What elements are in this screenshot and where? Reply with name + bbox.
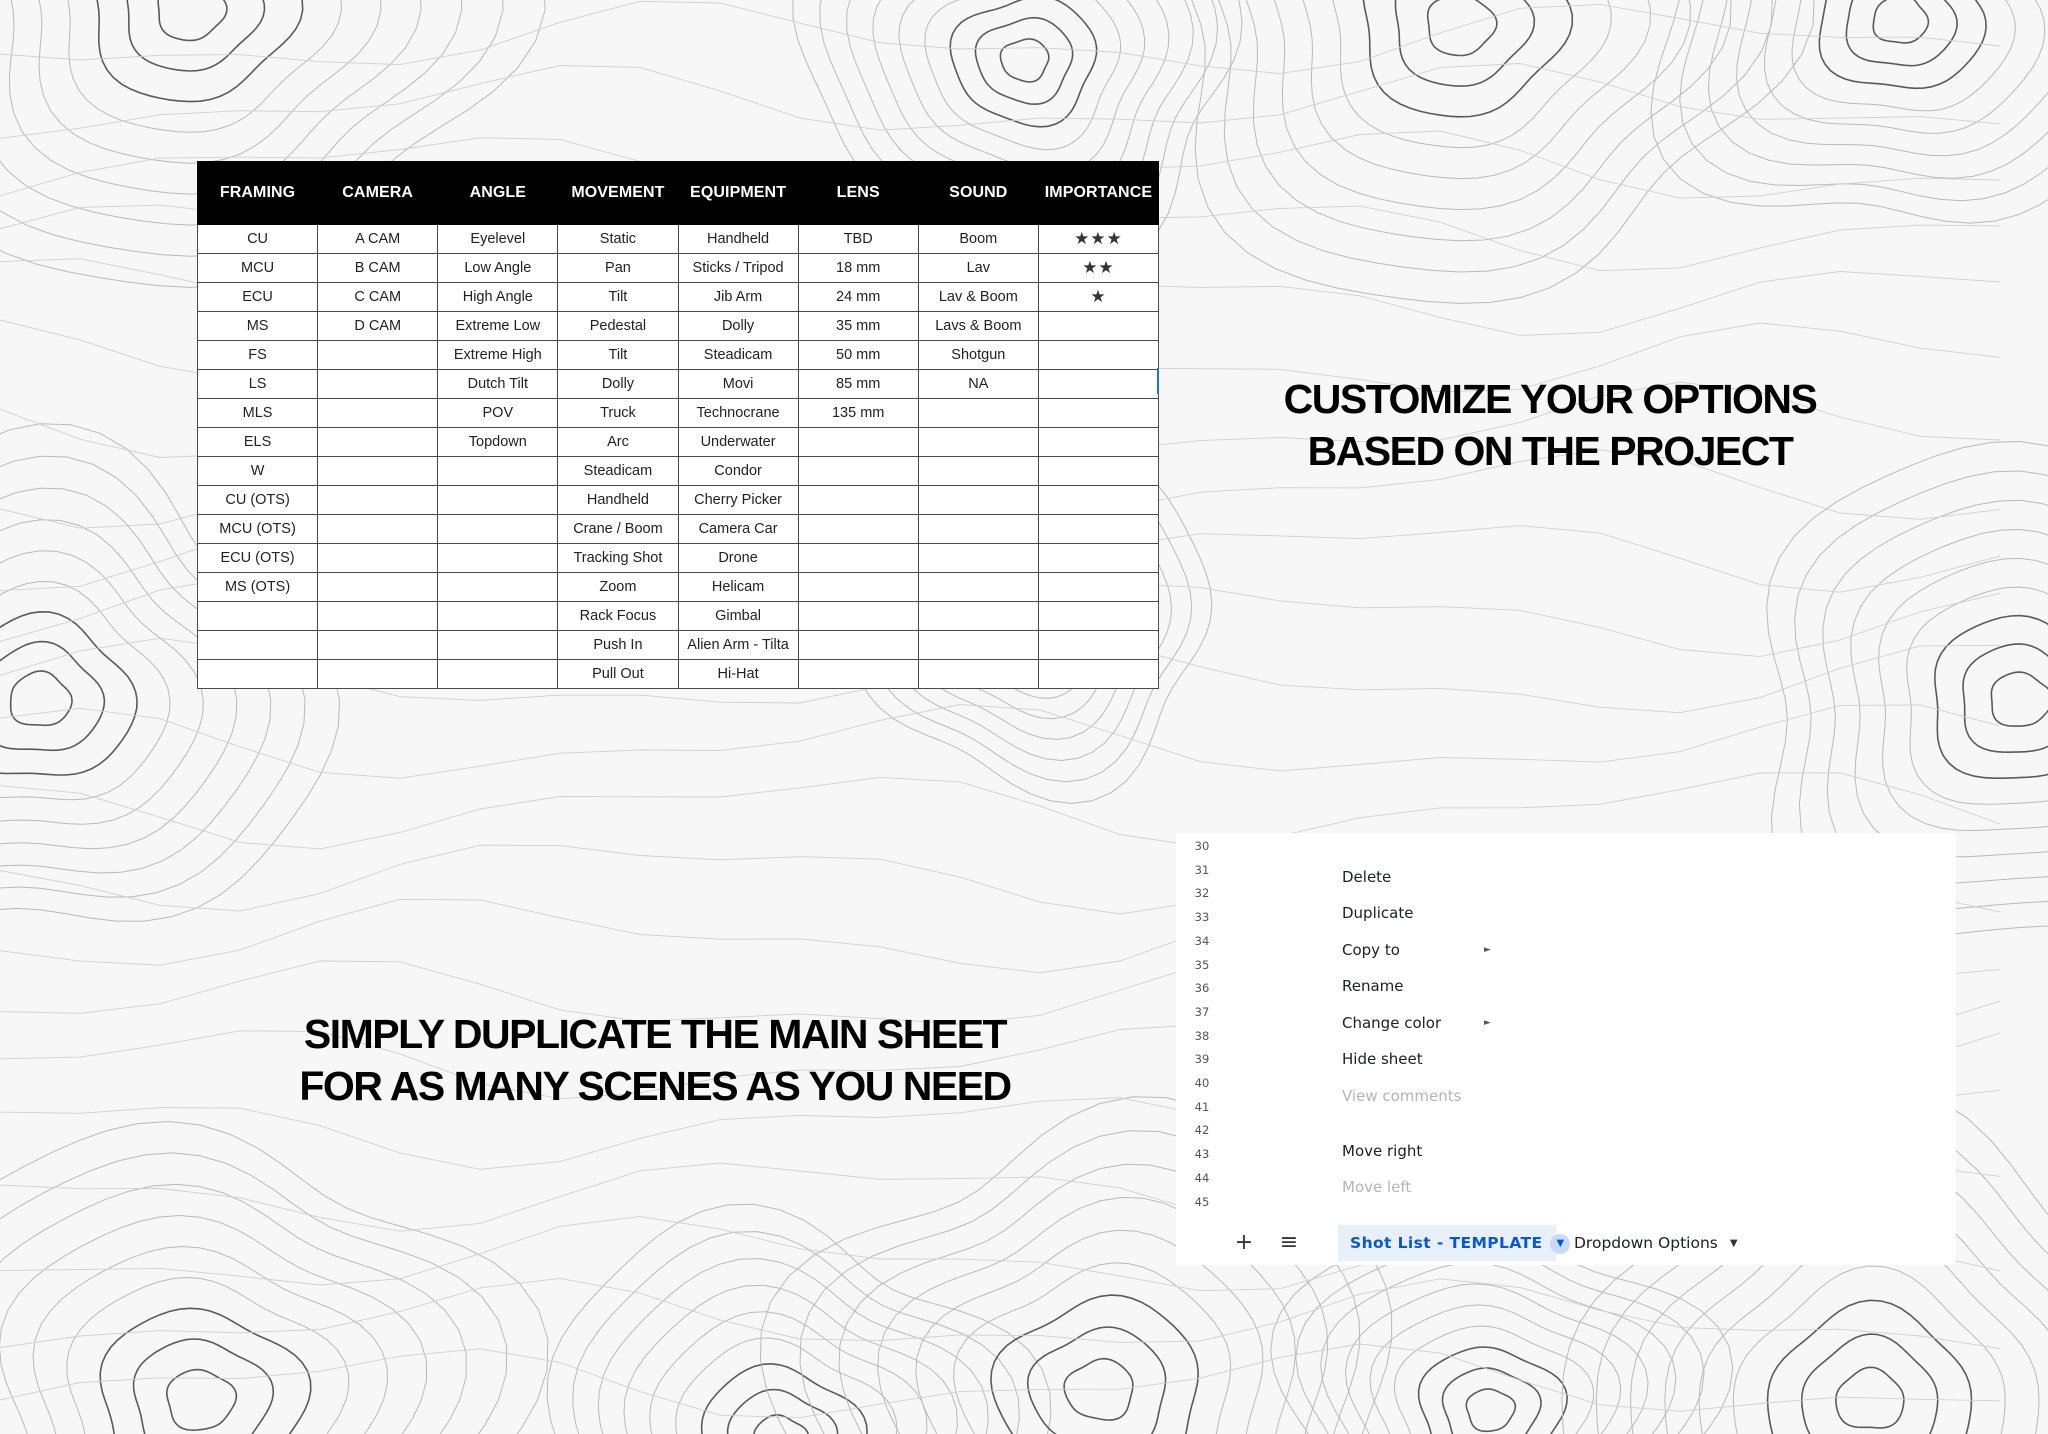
table-cell[interactable]: Pan (558, 254, 678, 283)
table-cell[interactable] (1038, 457, 1158, 486)
headline-line: SIMPLY DUPLICATE THE MAIN SHEET (303, 1011, 1007, 1057)
table-cell[interactable]: Jib Arm (678, 283, 798, 312)
table-cell[interactable]: Movi (678, 370, 798, 399)
table-cell[interactable]: MS (198, 312, 318, 341)
table-cell[interactable]: Camera Car (678, 515, 798, 544)
row-number[interactable]: 34 (1194, 933, 1210, 948)
table-row (198, 225, 1159, 254)
row-number[interactable]: 32 (1194, 886, 1210, 901)
table-cell[interactable]: Sticks / Tripod (678, 254, 798, 283)
table-cell[interactable]: Static (558, 225, 678, 254)
table-cell[interactable]: LS (198, 370, 318, 399)
table-cell[interactable]: ECU (OTS) (198, 544, 318, 573)
table-cell[interactable] (1038, 631, 1158, 660)
table-body (198, 225, 1159, 689)
table-cell[interactable] (438, 660, 558, 689)
menu-item-change-color[interactable] (1342, 1011, 1502, 1035)
row-number[interactable]: 40 (1194, 1076, 1210, 1090)
table-cell[interactable]: ★★★ (1038, 225, 1158, 254)
table-cell[interactable] (798, 457, 918, 486)
tab-dropdown-options[interactable] (1564, 1225, 1754, 1261)
table-cell[interactable]: Pull Out (558, 660, 678, 689)
table-cell[interactable] (918, 602, 1038, 631)
menu-item-label: Move left (1342, 1178, 1412, 1196)
table-cell[interactable]: High Angle (438, 283, 558, 312)
table-cell[interactable]: Tilt (558, 341, 678, 370)
menu-list-icon: ≡ (1279, 1230, 1299, 1255)
table-cell[interactable]: Tracking Shot (558, 544, 678, 573)
table-cell[interactable] (318, 457, 438, 486)
headline-customize-options (1220, 373, 1880, 477)
table-cell[interactable] (1038, 573, 1158, 602)
table-cell[interactable] (438, 457, 558, 486)
table-cell[interactable]: MCU (198, 254, 318, 283)
table-row (198, 399, 1159, 428)
menu-item-label: Copy to (1342, 941, 1400, 959)
menu-item-hide-sheet[interactable] (1342, 1047, 1502, 1071)
table-cell[interactable]: 135 mm (798, 399, 918, 428)
table-cell[interactable]: Dolly (558, 370, 678, 399)
table-cell[interactable] (1038, 602, 1158, 631)
table-cell[interactable]: Lav & Boom (918, 283, 1038, 312)
menu-item-rename[interactable] (1342, 974, 1502, 998)
table-row (198, 573, 1159, 602)
table-cell[interactable]: 50 mm (798, 341, 918, 370)
tab-shot-list-template[interactable] (1338, 1225, 1565, 1261)
table-cell[interactable] (318, 573, 438, 602)
table-row (198, 486, 1159, 515)
row-number[interactable]: 38 (1194, 1028, 1210, 1043)
table-cell[interactable]: C CAM (318, 283, 438, 312)
table-cell[interactable] (318, 515, 438, 544)
table-cell[interactable] (918, 631, 1038, 660)
cell-selection-marker (1157, 368, 1159, 394)
menu-item-label: Duplicate (1342, 904, 1414, 922)
sheet-tab-bar (1176, 1221, 1956, 1265)
table-cell[interactable] (1038, 660, 1158, 689)
table-cell[interactable] (798, 602, 918, 631)
table-cell[interactable]: A CAM (318, 225, 438, 254)
table-cell[interactable]: Drone (678, 544, 798, 573)
table-cell[interactable]: Steadicam (558, 457, 678, 486)
table-cell[interactable]: ELS (198, 428, 318, 457)
table-row (198, 602, 1159, 631)
table-cell[interactable] (438, 602, 558, 631)
row-number[interactable]: 44 (1194, 1170, 1210, 1185)
table-cell[interactable] (198, 602, 318, 631)
table-cell[interactable]: CU (OTS) (198, 486, 318, 515)
table-cell[interactable] (918, 544, 1038, 573)
table-cell[interactable] (918, 399, 1038, 428)
menu-item-label: Change color (1342, 1014, 1442, 1032)
table-cell[interactable] (318, 428, 438, 457)
table-cell[interactable] (918, 660, 1038, 689)
table-cell[interactable]: Handheld (678, 225, 798, 254)
menu-item-move-right[interactable] (1342, 1139, 1502, 1163)
options-table (197, 161, 1159, 689)
table-cell[interactable] (918, 573, 1038, 602)
table-cell[interactable] (1038, 341, 1158, 370)
table-cell[interactable]: NA (918, 370, 1038, 399)
headline-line: BASED ON THE PROJECT (1307, 428, 1793, 474)
table-cell[interactable] (918, 428, 1038, 457)
table-row (198, 254, 1159, 283)
table-row (198, 515, 1159, 544)
table-cell[interactable] (918, 515, 1038, 544)
table-row (198, 660, 1159, 689)
table-cell[interactable] (798, 428, 918, 457)
table-cell[interactable] (918, 457, 1038, 486)
table-cell[interactable] (438, 544, 558, 573)
table-cell[interactable]: Boom (918, 225, 1038, 254)
table-cell[interactable]: Truck (558, 399, 678, 428)
table-cell[interactable]: 18 mm (798, 254, 918, 283)
row-number[interactable]: 33 (1194, 910, 1210, 925)
table-cell[interactable]: Dutch Tilt (438, 370, 558, 399)
table-cell[interactable]: 24 mm (798, 283, 918, 312)
row-number[interactable]: 35 (1194, 957, 1210, 972)
table-cell[interactable] (798, 573, 918, 602)
row-number[interactable]: 43 (1194, 1147, 1210, 1162)
column-header-movement: MOVEMENT (558, 162, 678, 225)
table-cell[interactable]: Alien Arm - Tilta (678, 631, 798, 660)
table-cell[interactable] (318, 660, 438, 689)
table-cell[interactable]: Arc (558, 428, 678, 457)
table-cell[interactable]: Handheld (558, 486, 678, 515)
table-cell[interactable]: MLS (198, 399, 318, 428)
table-cell[interactable]: Hi-Hat (678, 660, 798, 689)
table-cell[interactable] (318, 399, 438, 428)
table-cell[interactable]: D CAM (318, 312, 438, 341)
table-cell[interactable] (798, 660, 918, 689)
submenu-arrow-icon: ► (1484, 945, 1491, 955)
menu-item-label: Delete (1342, 868, 1392, 886)
table-cell[interactable]: B CAM (318, 254, 438, 283)
table-cell[interactable] (198, 631, 318, 660)
column-header-camera: CAMERA (318, 162, 438, 225)
table-cell[interactable]: ★★ (1038, 254, 1158, 283)
plus-icon: + (1234, 1230, 1254, 1255)
table-cell[interactable]: Extreme High (438, 341, 558, 370)
row-number[interactable]: 36 (1194, 981, 1210, 996)
table-cell[interactable] (798, 544, 918, 573)
table-cell[interactable]: Technocrane (678, 399, 798, 428)
table-cell[interactable] (1038, 399, 1158, 428)
table-cell[interactable] (1038, 486, 1158, 515)
table-cell[interactable]: Dolly (678, 312, 798, 341)
table-cell[interactable]: 35 mm (798, 312, 918, 341)
table-cell[interactable]: TBD (798, 225, 918, 254)
table-row (198, 341, 1159, 370)
table-cell[interactable]: Topdown (438, 428, 558, 457)
table-cell[interactable] (798, 486, 918, 515)
row-number[interactable]: 30 (1194, 839, 1210, 853)
table-cell[interactable] (318, 631, 438, 660)
menu-item-move-left (1342, 1175, 1502, 1199)
menu-item-copy-to[interactable] (1342, 938, 1502, 962)
table-cell[interactable] (1038, 515, 1158, 544)
table-cell[interactable]: Low Angle (438, 254, 558, 283)
row-number[interactable]: 45 (1194, 1194, 1210, 1209)
column-header-angle: ANGLE (438, 162, 558, 225)
table-cell[interactable] (318, 486, 438, 515)
column-header-lens: LENS (798, 162, 918, 225)
table-row (198, 428, 1159, 457)
table-cell[interactable]: Rack Focus (558, 602, 678, 631)
table-cell[interactable]: Pedestal (558, 312, 678, 341)
table-cell[interactable]: Underwater (678, 428, 798, 457)
table-cell[interactable]: Helicam (678, 573, 798, 602)
table-cell[interactable] (318, 370, 438, 399)
table-cell[interactable] (318, 602, 438, 631)
table-row (198, 370, 1159, 399)
table-cell[interactable] (1038, 370, 1158, 399)
table-cell[interactable]: MCU (OTS) (198, 515, 318, 544)
table-cell[interactable] (318, 341, 438, 370)
add-sheet-button[interactable] (1229, 1229, 1259, 1257)
table-row (198, 631, 1159, 660)
table-cell[interactable]: MS (OTS) (198, 573, 318, 602)
table-header-row (198, 162, 1159, 225)
row-number[interactable]: 31 (1194, 862, 1210, 877)
table-cell[interactable]: Lav (918, 254, 1038, 283)
submenu-arrow-icon: ► (1484, 1018, 1491, 1028)
table-row (198, 457, 1159, 486)
table-cell[interactable]: Gimbal (678, 602, 798, 631)
table-cell[interactable] (438, 573, 558, 602)
options-table-panel (197, 161, 1159, 689)
headline-line: FOR AS MANY SCENES AS YOU NEED (299, 1063, 1011, 1109)
table-cell[interactable]: Tilt (558, 283, 678, 312)
menu-item-duplicate[interactable] (1342, 901, 1502, 925)
row-number[interactable]: 42 (1194, 1123, 1210, 1138)
row-number[interactable]: 37 (1194, 1004, 1210, 1019)
table-row (198, 283, 1159, 312)
table-cell[interactable] (318, 544, 438, 573)
table-cell[interactable] (798, 515, 918, 544)
tab-label: Dropdown Options (1574, 1234, 1718, 1252)
table-cell[interactable]: ★ (1038, 283, 1158, 312)
table-cell[interactable] (1038, 428, 1158, 457)
table-cell[interactable] (1038, 312, 1158, 341)
table-cell[interactable]: W (198, 457, 318, 486)
table-cell[interactable]: Zoom (558, 573, 678, 602)
menu-item-label: View comments (1342, 1087, 1462, 1105)
menu-item-delete[interactable] (1342, 865, 1502, 889)
table-cell[interactable]: Crane / Boom (558, 515, 678, 544)
all-sheets-button[interactable] (1274, 1229, 1304, 1257)
table-cell[interactable] (438, 486, 558, 515)
column-header-importance: IMPORTANCE (1038, 162, 1158, 225)
table-cell[interactable] (918, 486, 1038, 515)
row-number[interactable]: 39 (1194, 1052, 1210, 1067)
table-cell[interactable]: Extreme Low (438, 312, 558, 341)
table-cell[interactable] (438, 515, 558, 544)
column-header-equipment: EQUIPMENT (678, 162, 798, 225)
menu-item-label: Move right (1342, 1142, 1423, 1160)
row-number[interactable]: 41 (1194, 1099, 1210, 1114)
table-cell[interactable]: Cherry Picker (678, 486, 798, 515)
table-row (198, 544, 1159, 573)
table-cell[interactable]: POV (438, 399, 558, 428)
menu-item-label: Rename (1342, 977, 1404, 995)
headline-duplicate-sheet (255, 1008, 1055, 1112)
tab-dropdown-arrow-icon[interactable]: ▼ (1729, 1237, 1738, 1249)
tab-label: Shot List - TEMPLATE (1350, 1234, 1543, 1252)
table-cell[interactable] (198, 660, 318, 689)
table-cell[interactable]: Lavs & Boom (918, 312, 1038, 341)
table-cell[interactable]: ECU (198, 283, 318, 312)
table-cell[interactable]: Condor (678, 457, 798, 486)
table-cell[interactable]: FS (198, 341, 318, 370)
column-header-framing: FRAMING (198, 162, 318, 225)
table-cell[interactable]: CU (198, 225, 318, 254)
table-cell[interactable]: Push In (558, 631, 678, 660)
headline-line: CUSTOMIZE YOUR OPTIONS (1283, 376, 1817, 422)
table-cell[interactable]: Steadicam (678, 341, 798, 370)
table-cell[interactable]: Eyelevel (438, 225, 558, 254)
table-cell[interactable] (438, 631, 558, 660)
table-cell[interactable]: Shotgun (918, 341, 1038, 370)
table-cell[interactable]: 85 mm (798, 370, 918, 399)
tab-dropdown-arrow-icon[interactable]: ▼ (1550, 1234, 1570, 1254)
table-cell[interactable] (798, 631, 918, 660)
spreadsheet-panel (1176, 833, 1956, 1265)
menu-item-label: Hide sheet (1342, 1050, 1423, 1068)
menu-item-view-comments (1342, 1084, 1502, 1108)
column-header-sound: SOUND (918, 162, 1038, 225)
table-cell[interactable] (1038, 544, 1158, 573)
table-row (198, 312, 1159, 341)
